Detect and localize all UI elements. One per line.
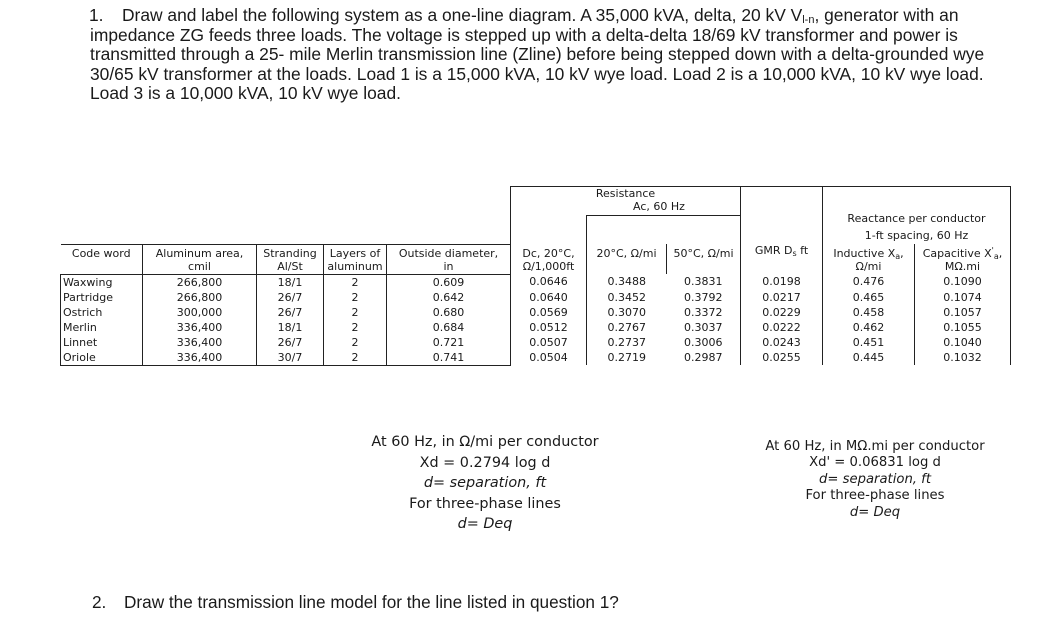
cell-od: 0.741 (387, 350, 511, 366)
cell-dc: 0.0569 (511, 305, 587, 320)
header-layers: Layers of (324, 244, 387, 260)
table-row (61, 305, 1011, 320)
cell-layers: 2 (324, 320, 387, 335)
header-inductive: Inductive $X_a$, (823, 244, 915, 260)
note-line: At 60 Hz, in Ω/mi per conductor (371, 434, 599, 450)
cell-area: 336,400 (143, 335, 257, 350)
cell-xa: 0.458 (823, 305, 915, 320)
cell-xa: 0.445 (823, 350, 915, 366)
cell-od: 0.609 (387, 274, 511, 290)
cell-r50: 0.3372 (667, 305, 741, 320)
resistance-group-header: Resistance Ac, 60 Hz (511, 187, 741, 216)
cell-r50: 0.2987 (667, 350, 741, 366)
cell-xa: 0.462 (823, 320, 915, 335)
note-line: For three-phase lines (805, 488, 945, 504)
cell-code: Linnet (61, 335, 143, 350)
capacitive-reactance-note (720, 439, 1030, 521)
reactance-group-header: Reactance per conductor 1-ft spacing, 60 Hz (823, 187, 1011, 245)
note-line: d= separation, ft (818, 471, 931, 487)
cell-od: 0.680 (387, 305, 511, 320)
cell-dc: 0.0504 (511, 350, 587, 366)
cell-layers: 2 (324, 335, 387, 350)
cell-r20: 0.3452 (607, 290, 646, 304)
cell-strand: 30/7 (257, 350, 324, 366)
cell-dc: 0.0507 (511, 335, 587, 350)
cell-code: Ostrich (61, 305, 143, 320)
cell-layers: 2 (324, 290, 387, 305)
header-capacitive: Capacitive $X'_a$, (915, 244, 1011, 260)
cell-strand: 26/7 (257, 335, 324, 350)
cell-r20: 0.2737 (607, 335, 646, 349)
note-line: For three-phase lines (409, 495, 561, 512)
header-stranding: Stranding (257, 244, 324, 260)
note-line: d= separation, ft (423, 475, 547, 491)
cell-layers: 2 (324, 274, 387, 290)
question-1-text: Draw and label the following system as a one-line diagram. A 35,000 kVA, delta, 20 kV $V_{l-n}$, generator with an impedance ZG feeds three loads. The voltage is stepped up with a delta-delta 18/69 kV transformer and power is transmitted through a 25- mile Merlin transmission line (Zline) before being stepped down with a delta-grounded wye 30/65 kV transformer at the loads. Load 1 is a 15,000 kVA, 10 kV wye load. Load 2 is a 10,000 kVA, 10 kV wye load. Load 3 is a 10,000 kVA, 10 kV wye load. (90, 5, 985, 104)
cell-xa: 0.476 (823, 274, 915, 290)
cell-dc: 0.0640 (511, 290, 587, 305)
unit-area: cmil (143, 260, 257, 275)
cell-code: Merlin (61, 320, 143, 335)
cell-gmr: 0.0198 (762, 275, 801, 289)
cell-xpa: 0.1055 (915, 320, 1011, 335)
cell-gmr: 0.0217 (762, 290, 801, 304)
unit-capacitive: MΩ.mi (915, 260, 1011, 275)
table-row (61, 320, 1011, 335)
cell-r50: 0.3831 (667, 274, 741, 290)
unit-layers: aluminum (324, 260, 387, 275)
note-line: Xd' = 0.06831 log d (809, 455, 941, 471)
unit-dc: Ω/1,000ft (511, 260, 587, 275)
cell-area: 300,000 (143, 305, 257, 320)
header-gmr: GMR $D_s$ ft (754, 244, 809, 258)
cell-area: 266,800 (143, 274, 257, 290)
cell-strand: 18/1 (257, 274, 324, 290)
header-area: Aluminum area, (143, 244, 257, 260)
cell-strand: 26/7 (257, 305, 324, 320)
cell-r20: 0.2719 (607, 350, 646, 364)
header-ac20: 20°C, Ω/mi (587, 244, 667, 260)
cell-od: 0.684 (387, 320, 511, 335)
table-row (61, 290, 1011, 305)
header-diameter: Outside diameter, (387, 244, 511, 260)
cell-area: 336,400 (143, 320, 257, 335)
cell-code: Waxwing (61, 274, 143, 290)
cell-xpa: 0.1090 (915, 274, 1011, 290)
question-1 (90, 6, 1025, 104)
cell-r20: 0.3070 (607, 305, 646, 319)
note-line: d= Deq (849, 504, 901, 520)
cell-xpa: 0.1040 (915, 335, 1011, 350)
cell-r50: 0.3792 (667, 290, 741, 305)
conductor-data-table (60, 186, 1011, 366)
cell-area: 266,800 (143, 290, 257, 305)
cell-gmr: 0.0229 (762, 305, 801, 319)
note-line: Xd = 0.2794 log d (419, 454, 551, 471)
table-body (61, 274, 1011, 365)
cell-r20: 0.2767 (607, 320, 646, 334)
question-1-number: 1. (89, 5, 104, 25)
table-row (61, 274, 1011, 290)
cell-xa: 0.451 (823, 335, 915, 350)
unit-stranding: Al/St (257, 260, 324, 275)
cell-od: 0.642 (387, 290, 511, 305)
cell-r50: 0.3006 (667, 335, 741, 350)
question-2-text: Draw the transmission line model for the line listed in question 1? (124, 592, 619, 612)
cell-od: 0.721 (387, 335, 511, 350)
header-code-word: Code word (61, 244, 143, 260)
cell-gmr: 0.0243 (762, 335, 801, 349)
cell-code: Oriole (61, 350, 143, 366)
cell-xa: 0.465 (823, 290, 915, 305)
question-2-number: 2. (92, 592, 107, 612)
cell-dc: 0.0646 (511, 274, 587, 290)
unit-diameter: in (387, 260, 511, 275)
cell-strand: 26/7 (257, 290, 324, 305)
inductive-reactance-note (305, 432, 665, 535)
cell-layers: 2 (324, 350, 387, 366)
cell-xpa: 0.1057 (915, 305, 1011, 320)
header-ac50: 50°C, Ω/mi (667, 244, 741, 260)
cell-r20: 0.3488 (607, 275, 646, 289)
cell-xpa: 0.1032 (915, 350, 1011, 366)
cell-dc: 0.0512 (511, 320, 587, 335)
cell-code: Partridge (61, 290, 143, 305)
table-row (61, 350, 1011, 366)
cell-layers: 2 (324, 305, 387, 320)
cell-r50: 0.3037 (667, 320, 741, 335)
cell-area: 336,400 (143, 350, 257, 366)
unit-inductive: Ω/mi (823, 260, 915, 275)
note-line: d= Deq (457, 516, 513, 532)
cell-strand: 18/1 (257, 320, 324, 335)
cell-xpa: 0.1074 (915, 290, 1011, 305)
cell-gmr: 0.0222 (762, 320, 801, 334)
table-row (61, 335, 1011, 350)
question-2 (92, 592, 619, 613)
cell-gmr: 0.0255 (762, 350, 801, 364)
header-dc: Dc, 20°C, (511, 244, 587, 260)
note-line: At 60 Hz, in MΩ.mi per conductor (765, 439, 985, 454)
